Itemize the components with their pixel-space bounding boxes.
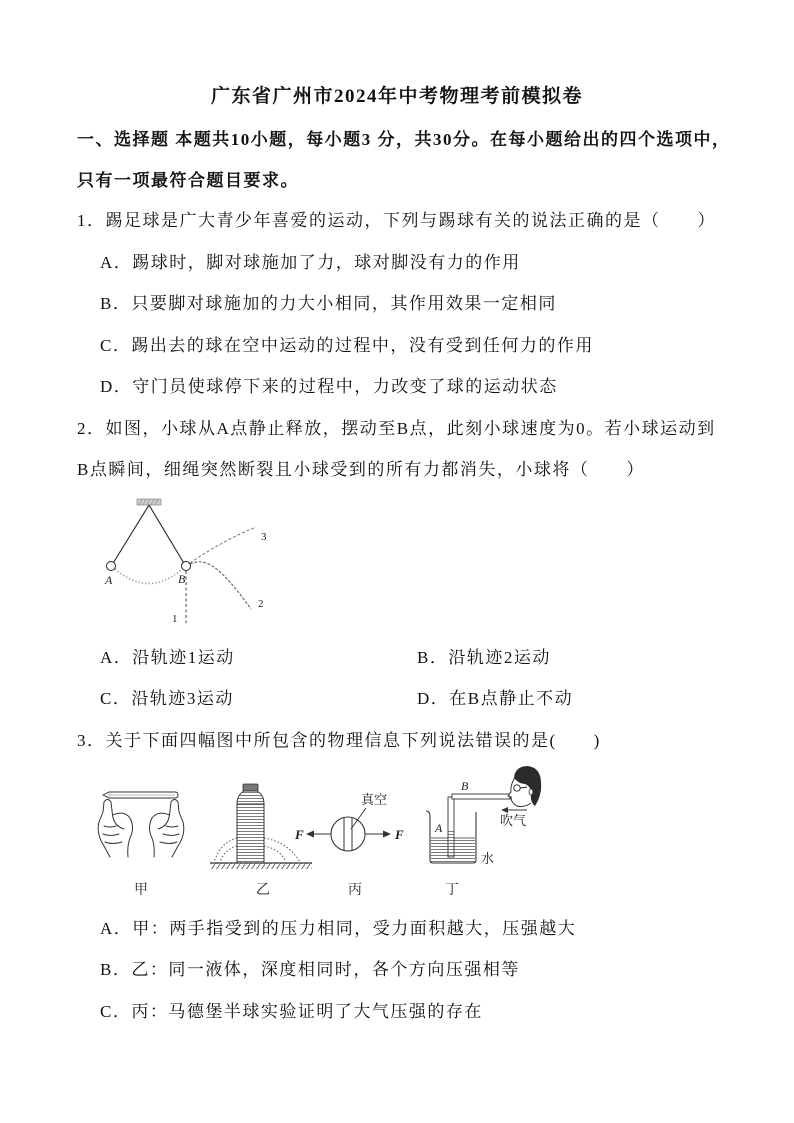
force-arrow-right-head [383, 831, 391, 838]
label-vacuum: 真空 [361, 792, 388, 807]
figure-ding-beaker [426, 766, 541, 898]
person-ear [529, 789, 533, 795]
question-2-option-b: B．沿轨迹2运动 [417, 648, 551, 667]
ball-a [107, 562, 116, 571]
question-3-option-a: A．甲：两手指受到的压力相同，受力面积越大，压强越大 [100, 919, 577, 938]
label-tube-b: B [461, 779, 469, 793]
bottle-shoulder [237, 791, 264, 804]
label-path-3: 3 [261, 531, 267, 543]
question-1-option-d: D．守门员使球停下来的过程中，力改变了球的运动状态 [100, 377, 558, 396]
string-to-b [149, 505, 184, 563]
pendulum-figure [95, 495, 280, 630]
label-force-left: F [295, 827, 304, 842]
question-1-option-b: B．只要脚对球施加的力大小相同，其作用效果一定相同 [100, 294, 557, 313]
question-2-stem-line-2: B点瞬间，细绳突然断裂且小球受到的所有力都消失，小球将（ ） [77, 460, 645, 479]
question-3-stem: 3．关于下面四幅图中所包含的物理信息下列说法错误的是( ) [77, 731, 601, 750]
label-point-b: B [178, 572, 186, 586]
left-hand [98, 800, 132, 858]
caption-jia: 甲 [134, 883, 148, 898]
label-tube-a: A [435, 821, 443, 835]
right-hand-outline [150, 800, 184, 858]
tube-b [452, 794, 510, 799]
ground-hatch [211, 863, 312, 869]
page-title: 广东省广州市2024年中考物理考前模拟卷 [210, 86, 583, 107]
trajectory-2 [190, 562, 251, 609]
question-2-stem-line-1: 2．如图，小球从A点静止释放，摆动至B点，此刻小球速度为0。若小球运动到 [77, 419, 716, 438]
caption-bing: 丙 [348, 883, 362, 898]
ceiling-mount [137, 499, 161, 505]
label-point-a: A [105, 573, 113, 587]
question-1-option-a: A．踢球时，脚对球施加了力，球对脚没有力的作用 [100, 253, 521, 272]
question-2-option-c: C．沿轨迹3运动 [100, 689, 234, 708]
question-1-stem: 1．踢足球是广大青少年喜爱的运动，下列与踢球有关的说法正确的是（ ） [77, 211, 716, 230]
tube-a-water [449, 829, 454, 857]
caption-ding: 丁 [445, 883, 459, 898]
label-blow: 吹气 [500, 813, 527, 828]
force-arrow-left-head [306, 831, 314, 838]
label-path-2: 2 [258, 598, 264, 610]
bottle-body [237, 804, 264, 863]
pencil [103, 792, 178, 798]
string-to-a [114, 505, 150, 563]
ball-b [182, 562, 191, 571]
bottle-cap [243, 784, 258, 791]
hemisphere-ball [331, 817, 365, 851]
question-3-option-c: C．丙：马德堡半球实验证明了大气压强的存在 [100, 1002, 483, 1021]
question-2-option-a: A．沿轨迹1运动 [100, 648, 235, 667]
right-hand [150, 800, 184, 858]
section-heading-line-2: 只有一项最符合题目要求。 [77, 171, 299, 190]
label-water: 水 [481, 851, 495, 866]
question-1-option-c: C．踢出去的球在空中运动的过程中，没有受到任何力的作用 [100, 336, 594, 355]
person-mouth [509, 797, 511, 799]
label-path-1: 1 [172, 613, 178, 625]
pressure-figures [90, 762, 550, 902]
question-3-option-b: B．乙：同一液体，深度相同时，各个方向压强相等 [100, 960, 520, 979]
figure-bing-hemispheres [294, 792, 404, 898]
figure-jia-hands-pencil [98, 792, 184, 898]
left-hand-outline [98, 800, 132, 858]
trajectory-3 [190, 527, 256, 563]
question-2-option-d: D．在B点静止不动 [417, 689, 574, 708]
person-head [508, 766, 541, 807]
section-heading-line-1: 一、选择题 本题共10小题，每小题3 分，共30分。在每小题给出的四个选项中， [77, 130, 731, 149]
swing-arc [115, 569, 182, 584]
label-force-right: F [395, 827, 404, 842]
caption-yi: 乙 [256, 883, 270, 898]
